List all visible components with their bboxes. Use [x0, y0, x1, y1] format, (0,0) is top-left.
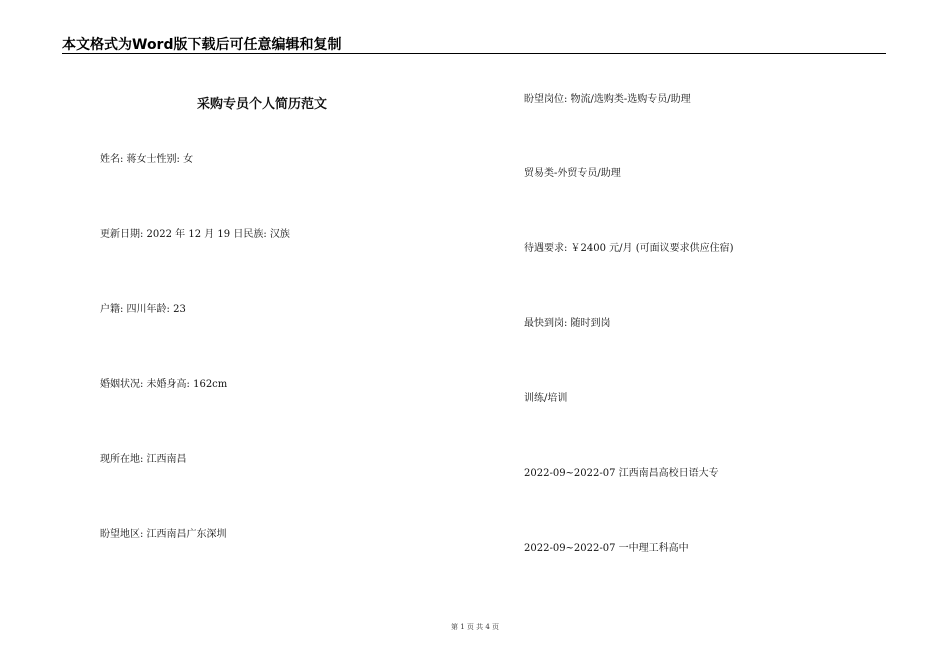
resume-title: 采购专员个人简历范文 [196, 97, 327, 112]
field-desired-position-2: 贸易类-外贸专员/助理 [524, 168, 621, 179]
field-household-age: 户籍: 四川年龄: 23 [100, 304, 186, 315]
field-salary-expectation: 待遇要求: ￥2400 元/月 (可面议要求供应住宿) [524, 243, 734, 254]
field-earliest-start: 最快到岗: 随时到岗 [524, 318, 611, 329]
field-name-gender: 姓名: 蒋女士性别: 女 [100, 154, 194, 165]
field-update-date-ethnicity: 更新日期: 2022 年 12 月 19 日民族: 汉族 [100, 229, 290, 240]
section-training-heading: 训练/培训 [524, 393, 568, 404]
education-entry: 2022-09~2022-07 江西南昌高校日语大专 [524, 468, 719, 479]
page-number-footer: 第 1 页 共 4 页 [450, 623, 500, 631]
document-header-title: 本文格式为Word版下载后可任意编辑和复制 [62, 37, 342, 53]
field-marital-height: 婚姻状况: 未婚身高: 162cm [100, 379, 228, 390]
education-entry: 2022-09~2022-07 一中理工科高中 [524, 543, 689, 554]
field-desired-region: 盼望地区: 江西南昌广东深圳 [100, 529, 227, 540]
field-current-location: 现所在地: 江西南昌 [100, 454, 187, 465]
header-divider [62, 53, 886, 54]
field-desired-position: 盼望岗位: 物流/选购类-选购专员/助理 [524, 94, 691, 105]
